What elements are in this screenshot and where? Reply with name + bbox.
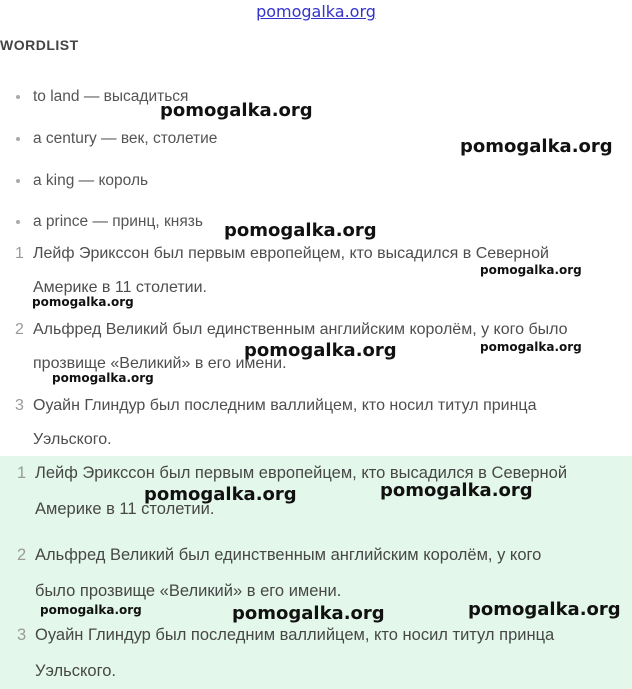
- watermark-text: pomogalka.org: [52, 371, 154, 385]
- sentence-line: Оуайн Глиндур был последним валлийцем, кто носил титул принца: [33, 397, 537, 414]
- watermark-text: pomogalka.org: [480, 340, 582, 354]
- wordlist-heading: WORDLIST: [0, 37, 79, 53]
- answer-panel: [0, 456, 632, 689]
- answer-line: Америке в 11 столетии.: [35, 500, 215, 518]
- sentence-line: Альфред Великий был единственным английским королём, у кого было: [33, 321, 568, 338]
- watermark-text: pomogalka.org: [160, 100, 313, 121]
- sentence-line: Лейф Эриксcон был первым европейцем, кто высадился в Северной: [33, 245, 549, 262]
- sentence-line: Америке в 11 столетии.: [33, 279, 207, 296]
- bullet-icon: [16, 95, 20, 99]
- answer-line: Уэльского.: [35, 662, 117, 680]
- item-number: 3: [15, 397, 24, 414]
- sentence-line: Уэльского.: [33, 431, 112, 448]
- bullet-icon: [16, 220, 20, 224]
- watermark-text: pomogalka.org: [32, 295, 134, 309]
- watermark-text: pomogalka.org: [380, 480, 533, 501]
- watermark-text: pomogalka.org: [244, 340, 397, 361]
- site-link[interactable]: pomogalka.org: [256, 2, 376, 21]
- sentence-line: прозвище «Великий» в его имени.: [33, 355, 287, 372]
- answer-line: было прозвище «Великий» в его имени.: [35, 582, 342, 600]
- item-number: 3: [17, 626, 27, 644]
- watermark-text: pomogalka.org: [480, 263, 582, 277]
- bullet-icon: [16, 179, 20, 183]
- item-number: 2: [17, 546, 27, 564]
- watermark-text: pomogalka.org: [232, 603, 385, 624]
- watermark-text: pomogalka.org: [468, 599, 621, 620]
- answer-line: Оуайн Глиндур был последним валлийцем, кто носил титул принца: [35, 626, 555, 644]
- answer-line: Лейф Эриксcон был первым европейцем, кто высадился в Северной: [35, 464, 568, 482]
- watermark-text: pomogalka.org: [144, 484, 297, 505]
- watermark-text: pomogalka.org: [460, 136, 613, 157]
- item-number: 2: [15, 321, 24, 338]
- watermark-text: pomogalka.org: [224, 220, 377, 241]
- answer-line: Альфред Великий был единственным английским королём, у кого: [35, 546, 542, 564]
- item-number: 1: [17, 464, 27, 482]
- item-number: 1: [15, 245, 24, 262]
- bullet-icon: [16, 137, 20, 141]
- watermark-text: pomogalka.org: [40, 603, 142, 617]
